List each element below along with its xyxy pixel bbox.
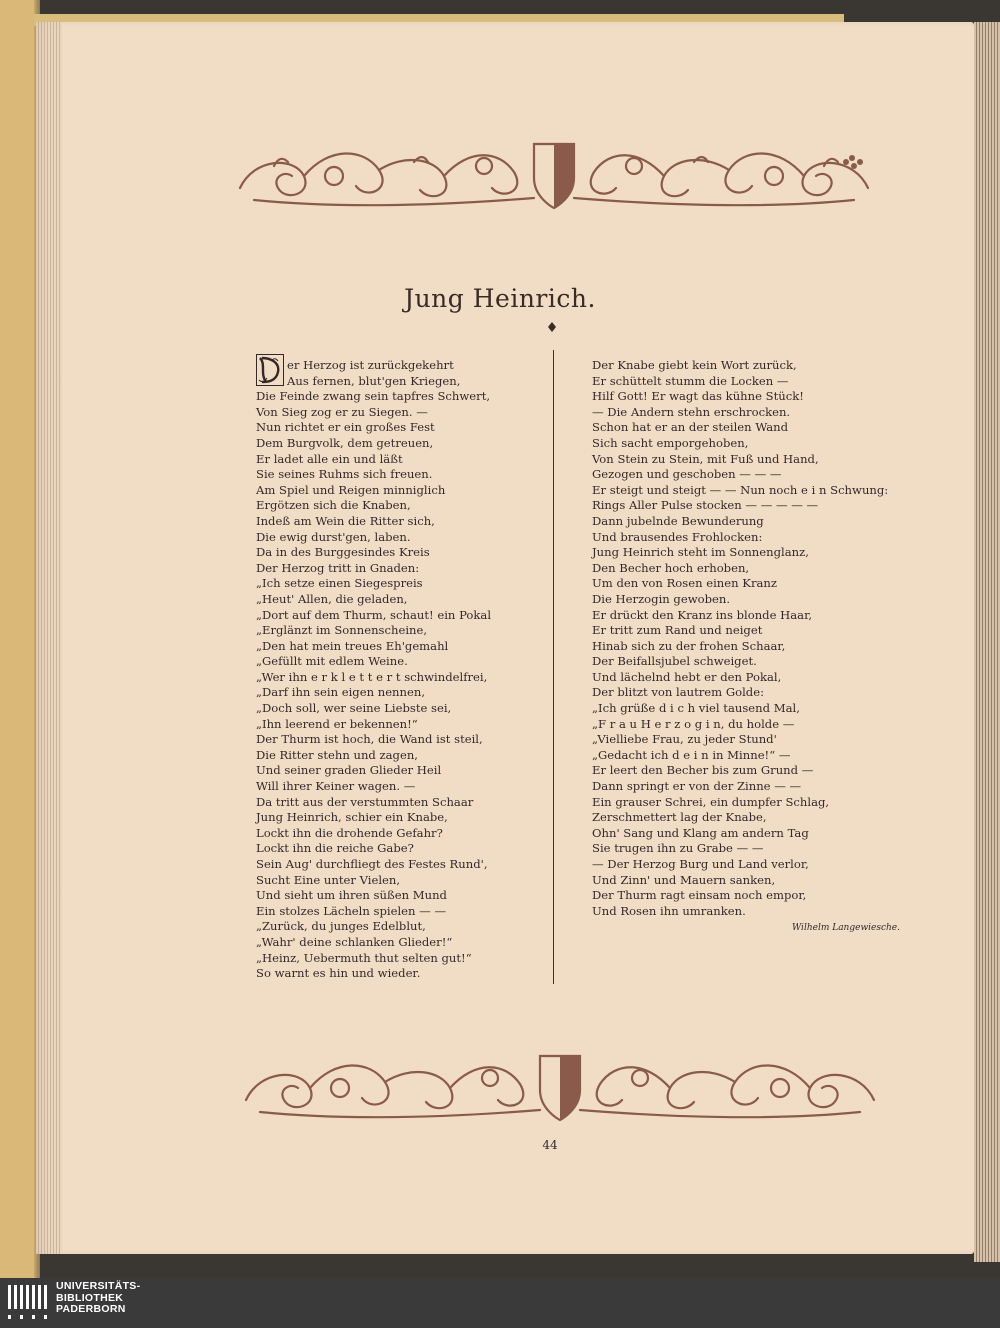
- poem-line: Dann springt er von der Zinne — —: [592, 779, 802, 794]
- poem-column-right: [592, 358, 888, 919]
- library-footer: [0, 1278, 1000, 1328]
- poem-line: Den Becher hoch erhoben,: [592, 560, 750, 575]
- poem-line: Sucht Eine unter Vielen,: [256, 872, 401, 887]
- poem-line: Sich sacht emporgehoben,: [592, 435, 749, 450]
- poem-line: Die Herzogin gewoben.: [592, 591, 731, 606]
- page-stack-left: [36, 22, 62, 1254]
- poem-line: „F r a u H e r z o g i n, du holde —: [592, 716, 795, 731]
- poem-line: Der Thurm ist hoch, die Wand ist steil,: [256, 732, 483, 747]
- poem-line: Er tritt zum Rand und neiget: [592, 623, 763, 638]
- top-ornament: [234, 136, 874, 216]
- poem-line: Gezogen und geschoben — — —: [592, 467, 782, 482]
- poem-line: Ein grauser Schrei, ein dumpfer Schlag,: [592, 794, 830, 809]
- poem-line: Um den von Rosen einen Kranz: [592, 576, 777, 591]
- poem-line: Ohn' Sang und Klang am andern Tag: [592, 825, 809, 840]
- poem-line: Sie seines Ruhms sich freuen.: [256, 467, 433, 482]
- poem-line: Da in des Burggesindes Kreis: [256, 545, 430, 560]
- author-signature: Wilhelm Langewiesche.: [791, 923, 900, 933]
- poem-line: Er schüttelt stumm die Locken —: [592, 373, 789, 388]
- poem-line: — Die Andern stehn erschrocken.: [592, 404, 791, 419]
- poem-line: Lockt ihn die drohende Gefahr?: [256, 825, 443, 840]
- poem-line: Hinab sich zu der frohen Schaar,: [592, 638, 786, 653]
- poem-line: Und Zinn' und Mauern sanken,: [592, 872, 776, 887]
- poem-line: Er ladet alle ein und läßt: [256, 451, 403, 466]
- poem-line: er Herzog ist zurückgekehrt: [287, 358, 454, 372]
- poem-line: Und seiner graden Glieder Heil: [256, 763, 442, 778]
- poem-line: Zerschmettert lag der Knabe,: [592, 810, 767, 825]
- poem-line: Hilf Gott! Er wagt das kühne Stück!: [592, 389, 804, 404]
- poem-line: Der Thurm ragt einsam noch empor,: [592, 888, 807, 903]
- poem-line: „Wer ihn e r k l e t t e r t schwindelfrei,: [256, 669, 488, 684]
- poem-line: „Heinz, Uebermuth thut selten gut!“: [256, 950, 472, 965]
- poem-line: Und brausendes Frohlocken:: [592, 529, 763, 544]
- poem-line: „Gefüllt mit edlem Weine.: [256, 654, 408, 669]
- poem-line: Dem Burgvolk, dem getreuen,: [256, 435, 434, 450]
- poem-line: Die ewig durst'gen, laben.: [256, 529, 411, 544]
- poem-line: „Heut' Allen, die geladen,: [256, 591, 408, 606]
- poem-line: Ergötzen sich die Knaben,: [256, 498, 411, 513]
- library-logo-icon: [6, 1281, 52, 1323]
- poem-line: Schon hat er an der steilen Wand: [592, 420, 789, 435]
- poem-column-left: [256, 358, 491, 982]
- poem-line: Jung Heinrich steht im Sonnenglanz,: [592, 545, 809, 560]
- poem-line: „Doch soll, wer seine Liebste sei,: [256, 701, 452, 716]
- poem-line: „Zurück, du junges Edelblut,: [256, 919, 426, 934]
- poem-line: Der blitzt von lautrem Golde:: [592, 685, 764, 700]
- page-stack-right: [974, 22, 1000, 1262]
- poem-line: Rings Aller Pulse stocken — — — — —: [592, 498, 819, 513]
- poem-line: „Ich grüße d i c h viel tausend Mal,: [592, 701, 800, 716]
- poem-line: So warnt es hin und wieder.: [256, 966, 421, 981]
- poem-line: Am Spiel und Reigen minniglich: [256, 482, 446, 497]
- poem-line: Da tritt aus der verstummten Schaar: [256, 794, 474, 809]
- poem-line: Nun richtet er ein großes Fest: [256, 420, 435, 435]
- book-cover-edge: [0, 0, 40, 1278]
- poem-line: Und sieht um ihren süßen Mund: [256, 888, 447, 903]
- poem-line: Und lächelnd hebt er den Pokal,: [592, 669, 782, 684]
- poem-line: „Ich setze einen Siegespreis: [256, 576, 423, 591]
- poem-line: Er drückt den Kranz ins blonde Haar,: [592, 607, 813, 622]
- library-name: [56, 1281, 140, 1316]
- poem-line: Sie trugen ihn zu Grabe — —: [592, 841, 764, 856]
- poem-line: Und Rosen ihn umranken.: [592, 903, 746, 918]
- poem-line: „Gedacht ich d e i n in Minne!“ —: [592, 747, 791, 762]
- poem-line: Lockt ihn die reiche Gabe?: [256, 841, 414, 856]
- title-fleuron-icon: [547, 322, 557, 332]
- poem-line: „Darf ihn sein eigen nennen,: [256, 685, 426, 700]
- page-number: 44: [542, 1138, 558, 1152]
- column-divider: [553, 350, 554, 984]
- poem-line: Er leert den Becher bis zum Grund —: [592, 763, 814, 778]
- poem-line: „Erglänzt im Sonnenscheine,: [256, 623, 428, 638]
- poem-line: „Den hat mein treues Eh'gemahl: [256, 638, 449, 653]
- poem-line: Die Feinde zwang sein tapfres Schwert,: [256, 389, 491, 404]
- poem-line: „Wahr' deine schlanken Glieder!“: [256, 934, 453, 949]
- poem-line: — Der Herzog Burg und Land verlor,: [592, 857, 809, 871]
- poem-line: Von Sieg zog er zu Siegen. —: [256, 404, 428, 419]
- poem-line: Dann jubelnde Bewunderung: [592, 513, 764, 528]
- poem-line: Aus fernen, blut'gen Kriegen,: [287, 373, 461, 388]
- poem-line: Er steigt und steigt — — Nun noch e i n Schwung:: [592, 482, 889, 497]
- poem-line: „Dort auf dem Thurm, schaut! ein Pokal: [256, 607, 492, 622]
- poem-line: „Vielliebe Frau, zu jeder Stund': [592, 732, 777, 747]
- poem-line: Der Herzog tritt in Gnaden:: [256, 560, 420, 575]
- poem-title: Jung Heinrich.: [404, 284, 596, 313]
- poem-line: Will ihrer Keiner wagen. —: [256, 779, 416, 794]
- poem-line: Indeß am Wein die Ritter sich,: [256, 513, 435, 528]
- poem-line: Der Knabe giebt kein Wort zurück,: [592, 358, 797, 372]
- poem-line: Von Stein zu Stein, mit Fuß und Hand,: [592, 451, 819, 466]
- poem-line: Jung Heinrich, schier ein Knabe,: [256, 810, 448, 825]
- library-name-line: PADERBORN: [56, 1303, 126, 1315]
- library-name-line: UNIVERSITÄTS-: [56, 1280, 141, 1292]
- library-name-line: BIBLIOTHEK: [56, 1291, 124, 1304]
- poem-line: Der Beifallsjubel schweiget.: [592, 654, 757, 669]
- poem-line: Ein stolzes Lächeln spielen — —: [256, 903, 447, 918]
- poem-line: Die Ritter stehn und zagen,: [256, 747, 418, 762]
- bottom-ornament: [240, 1048, 880, 1128]
- poem-line: Sein Aug' durchfliegt des Festes Rund',: [256, 857, 488, 871]
- poem-line: „Ihn leerend er bekennen!“: [256, 716, 418, 731]
